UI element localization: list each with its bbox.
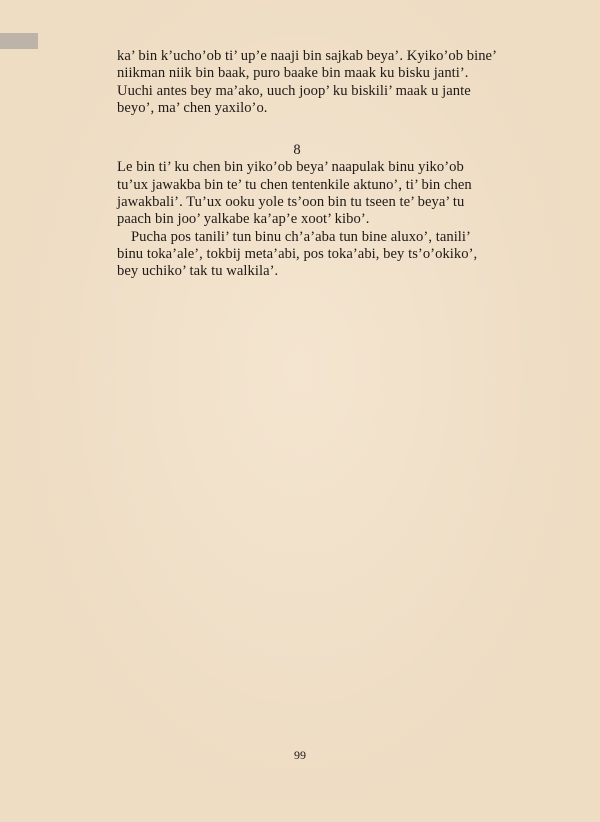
body-text (117, 48, 497, 281)
paragraph-3: Pucha pos tanili’ tun binu ch’a’aba tun bine aluxo’, tanili’ binu toka’ale’, tokbij meta’abi, pos toka’abi, bey ts’o’okiko’, bey uchiko’ tak tu walkila’. (117, 228, 478, 280)
page-number: 99 (294, 748, 306, 762)
paragraph-2: Le bin ti’ ku chen bin yiko’ob beya’ naapulak binu yiko’ob tu’ux jawakba bin te’ tu chen tentenkile aktuno’, ti’ bin chen jawakbali’. Tu’ux ooku yole ts’oon bin tu tseen te’ beya’ tu paach bin joo’ yalkabe ka’ap’e xoot’ kibo’. (117, 159, 472, 228)
section-number: 8 (293, 142, 301, 159)
page-edge-tab-mark (0, 33, 38, 49)
paragraph-1: ka’ bin k’ucho’ob ti’ up’e naaji bin sajkab beya’. Kyiko’ob bine’ niikman niik bin baak, puro baake bin maak ku bisku janti’. Uuchi antes bey ma’ako, uuch joop’ ku biskili’ maak u jante beyo’, ma’ chen yaxilo’o. (117, 48, 496, 116)
